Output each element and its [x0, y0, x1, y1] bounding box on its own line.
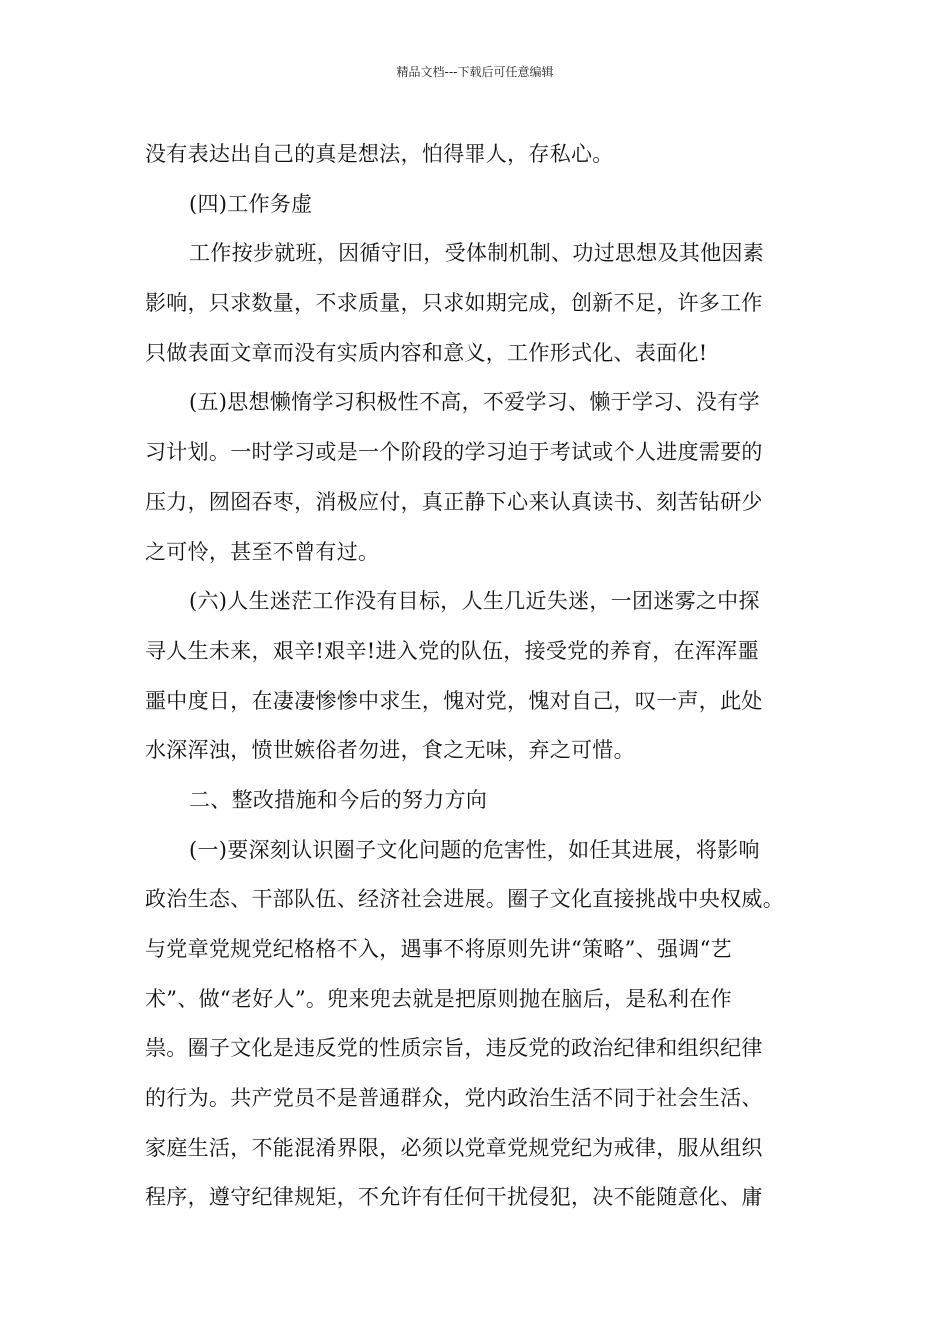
text-line: 压力，囫囵吞枣，消极应付，真正静下心来认真读书、刻苦钻研少 [145, 489, 763, 514]
text-line: (六)人生迷茫工作没有目标，人生几近失迷，一团迷雾之中探 [189, 589, 760, 614]
text-line: 没有表达出自己的真是想法，怕得罪人，存私心。 [145, 142, 614, 166]
section-heading: 二、整改措施和今后的努力方向 [189, 787, 488, 812]
text-line: (一)要深刻认识圈子文化问题的危害性，如任其进展，将影响 [189, 837, 760, 862]
text-line: 水深浑浊，愤世嫉俗者勿进，食之无味，弃之可惜。 [145, 738, 635, 763]
text-line: 与党章党规党纪格格不入，遇事不将原则先讲“策略”、强调“艺 [145, 937, 732, 961]
text-line: 程序，遵守纪律规矩，不允许有任何干扰侵犯，决不能随意化、庸 [145, 1185, 763, 1210]
text-line: 工作按步就班，因循守旧，受体制机制、功过思想及其他因素 [189, 241, 765, 266]
text-line: 祟。圈子文化是违反党的性质宗旨，违反党的政治纪律和组织纪律 [145, 1036, 763, 1061]
text-line: 影响，只求数量，不求质量，只求如期完成，创新不足，许多工作 [145, 291, 763, 316]
text-line: 习计划。一时学习或是一个阶段的学习迫于考试或个人进度需要的 [145, 440, 763, 465]
text-line: 噩中度日，在凄凄惨惨中求生，愧对党，愧对自己，叹一声，此处 [145, 688, 763, 713]
text-line: 之可怜，甚至不曾有过。 [145, 539, 380, 564]
text-line: 术”、做“老好人”。兜来兜去就是把原则抛在脑后，是私利在作 [145, 986, 732, 1011]
text-line: 的行为。共产党员不是普通群众，党内政治生活不同于社会生活、 [145, 1086, 763, 1111]
text-line: 政治生态、干部队伍、经济社会进展。圈子文化直接挑战中央权威。 [145, 887, 784, 912]
text-line: (五)思想懒惰学习积极性不高，不爱学习、懒于学习、没有学 [189, 390, 760, 415]
page-header: 精品文档---下载后可任意编辑 [396, 65, 554, 79]
text-line: 寻人生未来，艰辛!艰辛!进入党的队伍，接受党的养育，在浑浑噩 [145, 638, 759, 663]
body-text [145, 130, 807, 1223]
section-heading: (四)工作务虚 [189, 191, 313, 216]
text-line: 只做表面文章而没有实质内容和意义，工作形式化、表面化! [145, 340, 708, 365]
text-line: 家庭生活，不能混淆界限，必须以党章党规党纪为戒律，服从组织 [145, 1135, 763, 1160]
